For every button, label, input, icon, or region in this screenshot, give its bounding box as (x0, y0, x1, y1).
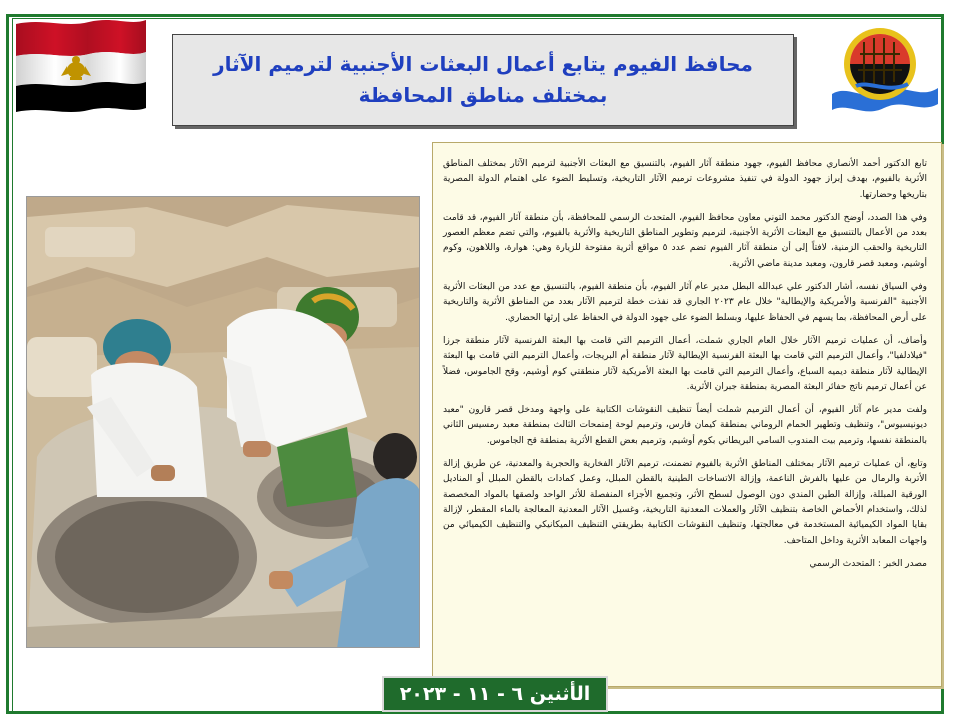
title-box (172, 34, 794, 126)
fayoum-governorate-logo-icon (828, 24, 940, 116)
date-box (382, 676, 608, 712)
news-source: مصدر الخبر : المتحدث الرسمي (809, 558, 927, 569)
publish-date: الأثنين ٦ - ١١ - ٢٠٢٣ (399, 683, 591, 705)
page-title: محافظ الفيوم يتابع أعمال البعثات الأجنبية لترميم الآثار بمختلف مناطق المحافظة (213, 52, 753, 107)
article-paragraph: وفي السياق نفسه، أشار الدكتور علي عبدالله البطل مدير عام آثار الفيوم، بأن منطقة الفيوم، بالتنسيق مع عدد من البعثات الأثرية الأجنبية "الفرنسية والأمريكية والإيطالية" خلال عام ٢٠٢٣ الجاري قد نفذت خطة لترميم الآثار بعدد من المناطق الأثرية والتاريخية على أرض المحافظة، بما يسهم في الحفاظ عليها، وبسلط الضوء على جهود الدولة في الحفاظ على إرثها الحضاري. (443, 282, 927, 323)
article-paragraph: وفي هذا الصدد، أوضح الدكتور محمد التوني معاون محافظ الفيوم، المتحدث الرسمي للمحافظة، بأن منطقة آثار الفيوم، قد قامت بعدد من الأعمال بالتنسيق مع البعثات الأثرية الأجنبية، لترميم وتطوير المناطق التاريخية والأثرية بالفيوم، والتي تضم معظم العصور التاريخية والحقب الزمنية، لافتاً إلى أن منطقة آثار الفيوم تضم عدد ٥ مواقع أثرية مفتوحة للزيارة وهي: هوارة، واللاهون، وكوم أوشيم، ومعبد قصر قارون، ومعبد مدينة ماضي الأثرية. (443, 212, 927, 269)
article-paragraph: ولفت مدير عام آثار الفيوم، أن أعمال الترميم شملت أيضاً تنظيف النقوشات الكتابية على واجهة ومدخل قصر قارون "معبد ديونيسيوس"، وتنظيف وتطهير الحمام الروماني بمنطقة كيمان فارس، وترميم لوحة إمنمحات الثالث بمنطقة معبد رمسيس الثاني بالمنطقة نفسها، وترميم بيت المندوب السامي البريطاني بكوم أوشيم، وترميم بعض القطع الأثرية بمنطقة قح الجاموس. (443, 405, 927, 446)
article-body (432, 142, 942, 687)
egypt-flag-icon (14, 18, 148, 112)
article-paragraph: وأضاف، أن عمليات ترميم الآثار خلال العام الجاري شملت، أعمال الترميم التي قامت بها البعثة الفرنسية لآثار منطقة جرزا "فيلادلفيا"، وأعمال الترميم التي قامت بها البعثة الفرنسية الإيطالية لآثار منطقة أم البريجات، وأعمال الترميم التي قامت بها البعثة الإيطالية لآثار منطقة ديميه السباع، وأعمال الترميم التي قامت بها البعثة الأمريكية لآثار منطقتي كوم أوشيم، وقح الجاموس، فضلاً عن أعمال ترميم ناتج حفائر البعثة المصرية بمنطقة جبران الأثرية. (443, 335, 927, 392)
article-paragraph: وتابع، أن عمليات ترميم الآثار بمختلف المناطق الأثرية بالفيوم تضمنت، ترميم الآثار الفخارية والحجرية والمعدنية، عن طريق إزالة الأتربة والرمال من عليها بالفرش الناعمة، وإزالة الاتساخات الطينية بالقطن المبلل، وعمل كمادات بالقطن المبلل أو المناديل الورقية المبللة، وإزالة الطين المندي دون الوصول لسطح الأثر، وتجميع الأجزاء المنفصلة للأثر الواحد ولصقها بالمواد المخصصة لذلك، واستخدام الأحماض الخاصة بتنظيف الآثار والعملات المعدنية التاريخية، وغسيل الآثار المعدنية المعالجة بالماء المقطر، لإزالة بقايا المواد الكيميائية المستخدمة في معالجتها، وتنظيف النقوشات الكتابية بطريقتي التنظيف الميكانيكي والتنظيف الكيميائي من واجهات المعابد الأثرية وداخل المتاحف. (443, 459, 927, 546)
archaeologists-restoration-photo (26, 196, 420, 648)
article-paragraph: تابع الدكتور أحمد الأنصاري محافظ الفيوم، جهود منطقة آثار الفيوم، بالتنسيق مع البعثات الأجنبية لترميم الآثار بمختلف المناطق الأثرية بالفيوم، بهدف إبراز جهود الدولة في تنفيذ مشروعات ترميم الآثار التاريخية، وتسليط الضوء على اهتمام الدولة المصرية بتاريخها وحضارتها. (443, 159, 927, 200)
